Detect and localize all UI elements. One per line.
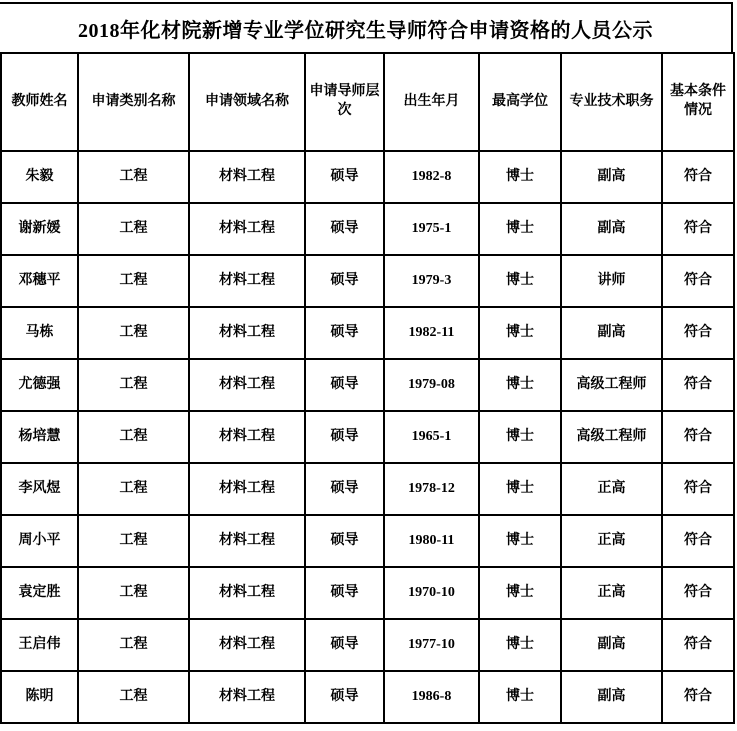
- table-cell: 材料工程: [189, 151, 305, 203]
- table-cell: 博士: [479, 619, 561, 671]
- table-cell: 博士: [479, 307, 561, 359]
- table-cell: 副高: [561, 671, 662, 723]
- table-cell: 硕导: [305, 515, 384, 567]
- table-cell: 符合: [662, 307, 734, 359]
- table-cell: 副高: [561, 151, 662, 203]
- table-cell: 工程: [78, 307, 189, 359]
- table-row: [1, 307, 734, 359]
- table-cell: 袁定胜: [1, 567, 78, 619]
- column-header: 申请领域名称: [189, 53, 305, 151]
- title-box: [0, 2, 733, 52]
- table-cell: 1980-11: [384, 515, 479, 567]
- table-cell: 工程: [78, 203, 189, 255]
- table-row: [1, 567, 734, 619]
- table-cell: 马栋: [1, 307, 78, 359]
- table-cell: 高级工程师: [561, 411, 662, 463]
- table-cell: 朱毅: [1, 151, 78, 203]
- table-cell: 博士: [479, 255, 561, 307]
- table-cell: 工程: [78, 151, 189, 203]
- table-cell: 符合: [662, 463, 734, 515]
- table-row: [1, 255, 734, 307]
- table-cell: 硕导: [305, 359, 384, 411]
- table-cell: 硕导: [305, 255, 384, 307]
- table-cell: 1970-10: [384, 567, 479, 619]
- table-cell: 博士: [479, 671, 561, 723]
- table-cell: 材料工程: [189, 671, 305, 723]
- table-cell: 1978-12: [384, 463, 479, 515]
- table-cell: 副高: [561, 203, 662, 255]
- table-cell: 工程: [78, 359, 189, 411]
- table-cell: 杨培慧: [1, 411, 78, 463]
- table-cell: 工程: [78, 411, 189, 463]
- table-cell: 材料工程: [189, 463, 305, 515]
- table-cell: 陈明: [1, 671, 78, 723]
- header-row: [1, 53, 734, 151]
- table-cell: 符合: [662, 671, 734, 723]
- table-cell: 工程: [78, 463, 189, 515]
- table-cell: 材料工程: [189, 619, 305, 671]
- table-cell: 博士: [479, 515, 561, 567]
- table-row: [1, 203, 734, 255]
- table-row: [1, 463, 734, 515]
- table-cell: 符合: [662, 515, 734, 567]
- column-header: 申请导师层次: [305, 53, 384, 151]
- table-cell: 高级工程师: [561, 359, 662, 411]
- table-cell: 硕导: [305, 307, 384, 359]
- table-cell: 硕导: [305, 567, 384, 619]
- table-cell: 博士: [479, 463, 561, 515]
- table-cell: 周小平: [1, 515, 78, 567]
- table-cell: 材料工程: [189, 203, 305, 255]
- table-row: [1, 151, 734, 203]
- table-cell: 博士: [479, 411, 561, 463]
- table-cell: 硕导: [305, 411, 384, 463]
- table-cell: 博士: [479, 359, 561, 411]
- table-cell: 博士: [479, 151, 561, 203]
- table-cell: 1982-8: [384, 151, 479, 203]
- table-cell: 1979-3: [384, 255, 479, 307]
- table-cell: 材料工程: [189, 307, 305, 359]
- table-cell: 1965-1: [384, 411, 479, 463]
- table-body: [1, 151, 734, 723]
- column-header: 教师姓名: [1, 53, 78, 151]
- column-header: 基本条件情况: [662, 53, 734, 151]
- table-cell: 硕导: [305, 203, 384, 255]
- table-cell: 符合: [662, 619, 734, 671]
- table-cell: 硕导: [305, 151, 384, 203]
- table-cell: 符合: [662, 359, 734, 411]
- table-cell: 材料工程: [189, 515, 305, 567]
- table-cell: 尤德强: [1, 359, 78, 411]
- table-row: [1, 671, 734, 723]
- table-row: [1, 411, 734, 463]
- table-cell: 符合: [662, 151, 734, 203]
- table-cell: 符合: [662, 567, 734, 619]
- table-cell: 邓穗平: [1, 255, 78, 307]
- table-cell: 硕导: [305, 619, 384, 671]
- column-header: 最高学位: [479, 53, 561, 151]
- table-cell: 1979-08: [384, 359, 479, 411]
- column-header: 申请类别名称: [78, 53, 189, 151]
- table-cell: 1977-10: [384, 619, 479, 671]
- column-header: 出生年月: [384, 53, 479, 151]
- table-cell: 符合: [662, 203, 734, 255]
- table-cell: 副高: [561, 619, 662, 671]
- table-cell: 谢新媛: [1, 203, 78, 255]
- page-title: 2018年化材院新增专业学位研究生导师符合申请资格的人员公示: [78, 19, 653, 42]
- table-cell: 讲师: [561, 255, 662, 307]
- table-cell: 正高: [561, 463, 662, 515]
- table-cell: 正高: [561, 515, 662, 567]
- table-cell: 符合: [662, 255, 734, 307]
- table-cell: 材料工程: [189, 255, 305, 307]
- table-cell: 工程: [78, 671, 189, 723]
- announcement-table: [0, 52, 735, 724]
- table-cell: 王启伟: [1, 619, 78, 671]
- table-cell: 符合: [662, 411, 734, 463]
- table-cell: 材料工程: [189, 567, 305, 619]
- table-cell: 李风煜: [1, 463, 78, 515]
- table-cell: 1982-11: [384, 307, 479, 359]
- table-cell: 正高: [561, 567, 662, 619]
- table-cell: 工程: [78, 567, 189, 619]
- table-cell: 1975-1: [384, 203, 479, 255]
- table-row: [1, 515, 734, 567]
- table-row: [1, 359, 734, 411]
- table-cell: 硕导: [305, 671, 384, 723]
- table-cell: 副高: [561, 307, 662, 359]
- column-header: 专业技术职务: [561, 53, 662, 151]
- table-cell: 工程: [78, 255, 189, 307]
- table-cell: 1986-8: [384, 671, 479, 723]
- table-cell: 材料工程: [189, 411, 305, 463]
- table-cell: 博士: [479, 203, 561, 255]
- table-cell: 材料工程: [189, 359, 305, 411]
- table-cell: 硕导: [305, 463, 384, 515]
- table-row: [1, 619, 734, 671]
- table-cell: 博士: [479, 567, 561, 619]
- table-cell: 工程: [78, 619, 189, 671]
- table-cell: 工程: [78, 515, 189, 567]
- announcement-page: [0, 2, 737, 731]
